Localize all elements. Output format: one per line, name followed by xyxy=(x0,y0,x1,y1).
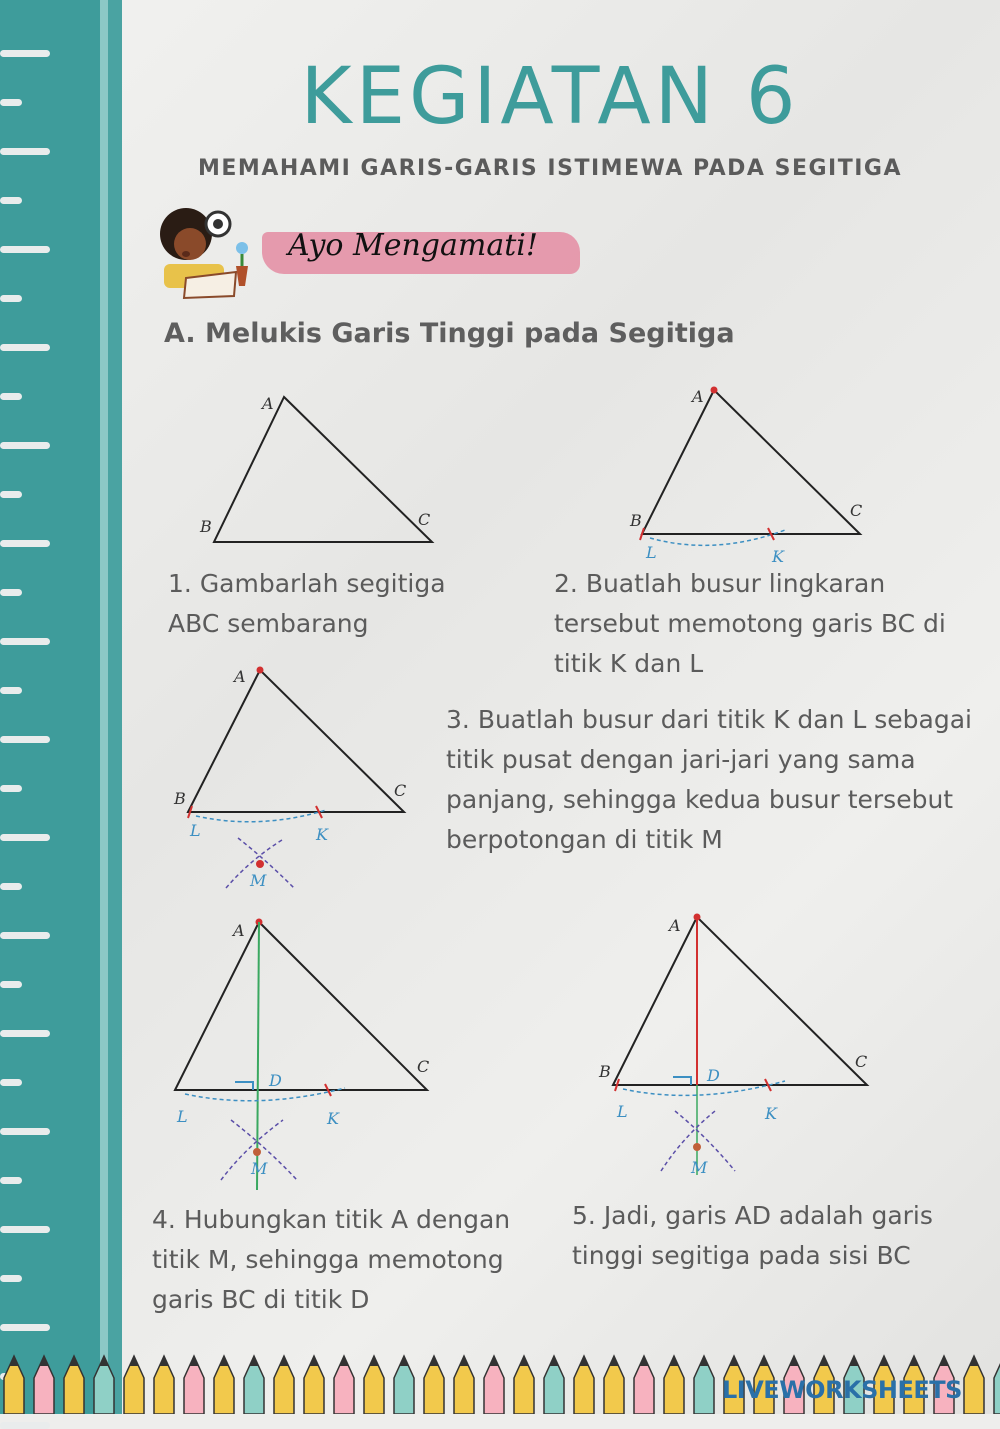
step-2 xyxy=(554,564,964,684)
label-b: B xyxy=(174,789,186,808)
step-2-number: 2. xyxy=(554,569,578,598)
ruler-tick xyxy=(0,491,22,498)
ruler-tick xyxy=(0,1177,22,1184)
label-l: L xyxy=(646,543,657,562)
figure-step-2 xyxy=(620,380,880,570)
ruler-tick xyxy=(0,442,50,449)
ruler-tick xyxy=(0,540,50,547)
label-b: B xyxy=(599,1062,611,1081)
label-a: A xyxy=(262,394,274,413)
step-5-text: Jadi, garis AD adalah garis tinggi segitiga pada sisi BC xyxy=(572,1201,933,1270)
page-subtitle: MEMAHAMI GARIS-GARIS ISTIMEWA PADA SEGITIGA xyxy=(198,156,902,181)
ruler-tick xyxy=(0,834,50,841)
liveworksheets-logo-text: LIVEWORKSHEETS xyxy=(722,1376,962,1404)
label-a: A xyxy=(669,916,681,935)
figure-step-5 xyxy=(595,905,885,1190)
ruler-tick xyxy=(0,344,50,351)
label-a: A xyxy=(234,667,246,686)
label-d: D xyxy=(707,1066,720,1085)
label-d: D xyxy=(269,1071,282,1090)
ruler-tick xyxy=(0,1079,22,1086)
label-l: L xyxy=(190,821,201,840)
page-title: KEGIATAN 6 xyxy=(300,52,800,142)
ruler-tick xyxy=(0,197,22,204)
step-3-text: Buatlah busur dari titik K dan L sebagai titik pusat dengan jari-jari yang sama panjang, sehingga kedua busur tersebut berpotongan di titik M xyxy=(446,705,973,854)
step-1-number: 1. xyxy=(168,569,192,598)
label-k: K xyxy=(327,1109,339,1128)
ruler-tick xyxy=(0,981,22,988)
label-l: L xyxy=(177,1107,188,1126)
ruler-tick xyxy=(0,1226,50,1233)
step-3 xyxy=(446,700,976,860)
label-c: C xyxy=(417,1057,430,1076)
figure-step-1 xyxy=(190,385,450,555)
ruler-tick xyxy=(0,148,50,155)
ruler-tick xyxy=(0,736,50,743)
label-k: K xyxy=(772,547,784,566)
label-l: L xyxy=(617,1102,628,1121)
label-c: C xyxy=(850,501,863,520)
label-c: C xyxy=(418,510,431,529)
ruler-tick xyxy=(0,638,50,645)
ruler-tick xyxy=(0,1324,50,1331)
ruler-decoration xyxy=(0,0,100,1414)
label-b: B xyxy=(200,517,212,536)
label-m: M xyxy=(691,1158,708,1177)
ruler-edge xyxy=(100,0,108,1414)
ruler-tick xyxy=(0,883,22,890)
step-1 xyxy=(168,564,488,644)
ruler-tick xyxy=(0,246,50,253)
label-k: K xyxy=(765,1104,777,1123)
label-a: A xyxy=(692,387,704,406)
label-c: C xyxy=(394,781,407,800)
step-1-text: Gambarlah segitiga ABC sembarang xyxy=(168,569,446,638)
ruler-tick xyxy=(0,1422,50,1429)
step-2-text: Buatlah busur lingkaran tersebut memotong garis BC di titik K dan L xyxy=(554,569,946,678)
figure-step-4 xyxy=(165,912,445,1202)
step-4-text: Hubungkan titik A dengan titik M, sehingga memotong garis BC di titik D xyxy=(152,1205,511,1314)
step-5-number: 5. xyxy=(572,1201,596,1230)
ruler-tick xyxy=(0,589,22,596)
step-4-number: 4. xyxy=(152,1205,176,1234)
label-k: K xyxy=(316,825,328,844)
ruler-tick xyxy=(0,687,22,694)
step-4 xyxy=(152,1200,552,1320)
ruler-edge-inner xyxy=(108,0,122,1414)
step-5 xyxy=(572,1196,982,1276)
step-3-number: 3. xyxy=(446,705,470,734)
ruler-tick xyxy=(0,785,22,792)
label-b: B xyxy=(630,511,642,530)
label-c: C xyxy=(855,1052,868,1071)
girl-magnifier-illustration xyxy=(146,200,266,300)
ruler-tick xyxy=(0,393,22,400)
banner-text: Ayo Mengamati! xyxy=(288,228,538,263)
liveworksheets-logo xyxy=(722,1376,962,1404)
pencil-shape xyxy=(994,1356,1000,1414)
ruler-tick xyxy=(0,1030,50,1037)
label-m: M xyxy=(251,1159,268,1178)
ruler-tick xyxy=(0,295,22,302)
ruler-tick xyxy=(0,1128,50,1135)
figure-step-3 xyxy=(170,660,430,900)
ruler-tick xyxy=(0,932,50,939)
label-m: M xyxy=(250,871,267,890)
section-title: A. Melukis Garis Tinggi pada Segitiga xyxy=(164,318,735,349)
label-a: A xyxy=(233,921,245,940)
ruler-tick xyxy=(0,1275,22,1282)
